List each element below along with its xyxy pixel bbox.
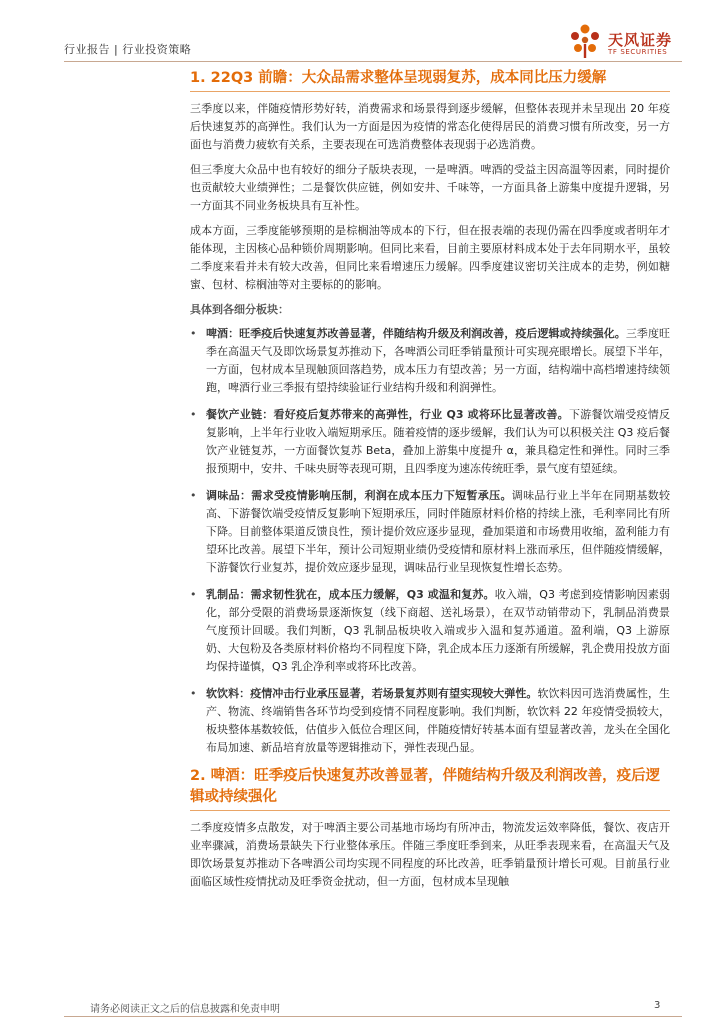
bullet-heading: 餐饮产业链：看好疫后复苏带来的高弹性，行业 Q3 或将环比显著改善。 bbox=[206, 408, 569, 421]
bullet-dot-icon: • bbox=[190, 327, 197, 340]
bullet-body: 软饮料因可选消费属性，生产、物流、终端销售各环节均受到疫情不同程度影响。我们判断，软饮料 22 年疫情受损较大，板块整体基数较低，估值步入低位合理区间，伴随疫情好转基本面有望显著改善，龙头在全国化布局加速、新品培育放量等逻辑推动下，弹性表现凸显。 bbox=[206, 687, 671, 754]
bullet-body: 三季度旺季在高温天气及即饮场景复苏推动下，各啤酒公司旺季销量预计可实现亮眼增长。展望下半年，一方面，包材成本呈现触顶回落趋势，成本压力有望改善；另一方面，结构端中高档增速持续领跑，啤酒行业三季报有望持续验证行业结构升级和利润弹性。 bbox=[206, 327, 671, 394]
section-2-paragraph: 二季度疫情多点散发，对于啤酒主要公司基地市场均有所冲击，物流发运效率降低，餐饮、夜店开业率骤减，消费场景缺失下行业整体承压。伴随三季度旺季到来，从旺季表现来看，在高温天气及即饮场景复苏推动下各啤酒公司均实现不同程度的环比改善，旺季销量预计增长可观。目前虽行业面临区域性疫情扰动及旺季资金扰动，但一方面，包材成本呈现触 bbox=[190, 821, 670, 888]
bullet-body: 下游餐饮端受疫情反复影响，上半年行业收入端短期承压。随着疫情的逐步缓解，我们认为可以积极关注 Q3 疫后餐饮产业链复苏，一方面餐饮复苏 Beta，叠加上游集中度提升 α，兼具稳定性和弹性。同时三季报预期中，安井、千味央厨等表现可期，且四季度为速冻传统旺季，景气度有望延续。 bbox=[206, 408, 671, 475]
bullet-item-dairy bbox=[190, 586, 670, 676]
page-number: 3 bbox=[654, 1000, 661, 1011]
bullet-item-condiments bbox=[190, 487, 670, 577]
bullet-heading: 乳制品：需求韧性犹在，成本压力缓解，Q3 或温和复苏。 bbox=[206, 588, 495, 601]
bullet-item-soft-drinks bbox=[190, 685, 670, 757]
bullet-heading: 啤酒：旺季疫后快速复苏改善显著，伴随结构升级及利润改善，疫后逻辑或持续强化。 bbox=[206, 327, 626, 340]
page-header bbox=[0, 0, 724, 66]
section-1-paragraph: 成本方面，三季度能够预期的是棕榈油等成本的下行，但在报表端的表现仍需在四季度或者明年才能体现，主因核心品种锁价周期影响。但同比来看，目前主要原材料成本处于去年同期水平，虽较二季度来看并未有较大改善，但同比来看增速压力缓解。四季度建议密切关注成本的走势，例如糖蜜、包材、棕榈油等对主要标的的影响。 bbox=[190, 224, 670, 291]
report-category: 行业报告 | 行业投资策略 bbox=[64, 43, 192, 56]
footer-divider bbox=[64, 1016, 682, 1017]
segments-subtitle: 具体到各细分板块： bbox=[190, 303, 289, 316]
bullet-dot-icon: • bbox=[190, 408, 197, 421]
flower-logo-icon bbox=[566, 22, 604, 60]
bullet-item-beer bbox=[190, 325, 670, 397]
section-2-title: 2. 啤酒：旺季疫后快速复苏改善显著，伴随结构升级及利润改善，疫后逻辑或持续强化 bbox=[190, 766, 670, 811]
bullet-dot-icon: • bbox=[190, 588, 197, 601]
section-1-title: 1. 22Q3 前瞻：大众品需求整体呈现弱复苏，成本同比压力缓解 bbox=[190, 68, 670, 92]
main-content bbox=[190, 68, 670, 898]
bullet-heading: 软饮料：疫情冲击行业承压显著，若场景复苏则有望实现较大弹性。 bbox=[206, 687, 538, 700]
brand-name-en: TF SECURITIES bbox=[608, 48, 668, 56]
bullet-item-catering bbox=[190, 406, 670, 478]
section-1-paragraph: 三季度以来，伴随疫情形势好转，消费需求和场景得到逐步缓解，但整体表现并未呈现出 20 年疫后快速复苏的高弹性。我们认为一方面是因为疫情的常态化使得居民的消费习惯有所改变，另一方面也与消费力疲软有关系，主要表现在可选消费整体表现弱于必选消费。 bbox=[190, 102, 670, 151]
bullet-dot-icon: • bbox=[190, 687, 197, 700]
header-divider bbox=[64, 61, 682, 62]
bullet-dot-icon: • bbox=[190, 489, 197, 502]
bullet-heading: 调味品：需求受疫情影响压制，利润在成本压力下短暂承压。 bbox=[206, 489, 512, 502]
bullet-body: 调味品行业上半年在同期基数较高、下游餐饮端受疫情反复影响下短期承压，同时伴随原材料价格的持续上涨，毛利率同比有所下降。目前整体渠道反馈良性，预计提价效应逐步显现，叠加渠道和市场费用收缩，盈利能力有望环比改善。展望下半年，预计公司短期业绩仍受疫情和原材料上涨而承压，但伴随疫情缓解，下游餐饮行业复苏，提价效应逐步显现，调味品行业呈现恢复性增长态势。 bbox=[206, 489, 671, 574]
bullet-body: 收入端，Q3 考虑到疫情影响因素弱化，部分受限的消费场景逐渐恢复（线下商超、送礼场景），在双节动销带动下，乳制品消费景气度预计回暖。我们判断，Q3 乳制品板块收入端或步入温和复苏通道。盈利端，Q3 上游原奶、大包粉及各类原材料价格均不同程度下降，乳企成本压力逐渐有所缓解，乳企费用投放方面均保持谨慎，Q3 乳企净利率或将环比改善。 bbox=[206, 588, 670, 673]
brand-name-cn: 天风证券 bbox=[608, 31, 673, 49]
section-1-paragraph: 但三季度大众品中也有较好的细分子版块表现，一是啤酒。啤酒的受益主因高温等因素，同时提价也贡献较大业绩弹性；二是餐饮供应链，例如安井、千味等，一方面具备上游集中度提升逻辑，另一方面其不同业务板块具有互补性。 bbox=[190, 163, 670, 212]
brand-logo bbox=[566, 22, 716, 62]
footer-disclaimer: 请务必阅读正文之后的信息披露和免责申明 bbox=[90, 1004, 280, 1015]
